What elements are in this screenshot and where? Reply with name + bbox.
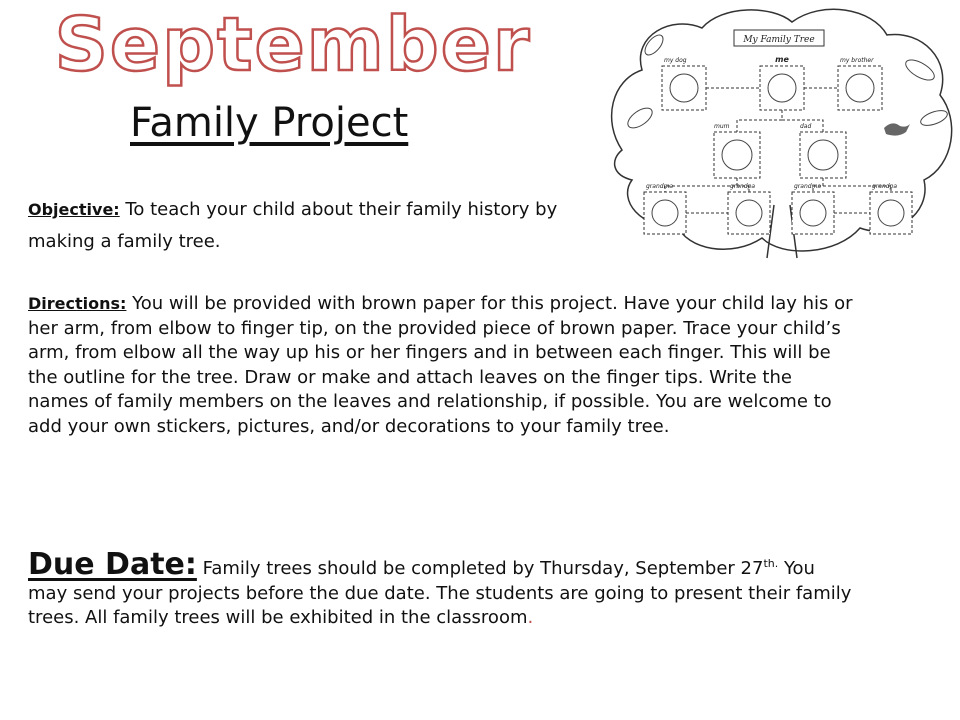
leaf-icon [903, 56, 938, 84]
label-dad: dad [800, 123, 812, 130]
portrait-frame [728, 192, 770, 234]
portrait-frame [760, 66, 804, 110]
tree-heading: My Family Tree [743, 35, 815, 45]
due-date-superscript: th. [763, 557, 779, 570]
directions-label: Directions: [28, 294, 127, 313]
label-grandma-right: grandma [794, 183, 822, 190]
bird-icon [884, 123, 910, 135]
family-tree-illustration [602, 0, 960, 262]
portrait-frame [838, 66, 882, 110]
due-date-final-period: . [527, 607, 534, 628]
leaf-icon [625, 104, 656, 132]
portrait-frame [644, 192, 686, 234]
label-my-brother: my brother [840, 57, 874, 64]
leaf-icon [642, 32, 667, 58]
directions-paragraph [28, 292, 858, 439]
portrait-frame [714, 132, 760, 178]
objective-label: Objective: [28, 200, 120, 219]
portrait-frame [792, 192, 834, 234]
label-grandpa-right: grandpa [872, 183, 898, 190]
label-me: me [775, 55, 789, 64]
label-my-dog: my dog [664, 57, 687, 64]
leaf-icon [919, 108, 949, 129]
portrait-frame [800, 132, 846, 178]
objective-paragraph [28, 194, 588, 258]
due-date-text-2: You may send your projects before the due date. The students are going to present their family trees. All family trees will be exhibited in the classroom [28, 558, 852, 628]
month-heading: September [54, 2, 532, 88]
portrait-frame [870, 192, 912, 234]
portrait-frame [662, 66, 706, 110]
objective-text: To teach your child about their family history by making a family tree. [28, 199, 558, 252]
due-date-paragraph [28, 547, 858, 631]
label-grandma-left: grandma [646, 183, 674, 190]
label-mum: mum [714, 123, 730, 130]
due-date-label: Due Date: [28, 547, 197, 582]
page-title: Family Project [130, 100, 409, 146]
due-date-text-1: Family trees should be completed by Thursday, September 27 [196, 558, 764, 579]
label-grandpa-left: grandpa [730, 183, 756, 190]
directions-text: You will be provided with brown paper for this project. Have your child lay his or her arm, from elbow to finger tip, on the provided piece of brown paper. Trace your child’s arm, from elbow all the way up his or her fingers and in between each finger. This will be the outline for the tree. Draw or make and attach leaves on the finger tips. Write the names of family members on the leaves and relationship, if possible. You are welcome to add your own stickers, pictures, and/or decorations to your family tree. [28, 293, 853, 437]
